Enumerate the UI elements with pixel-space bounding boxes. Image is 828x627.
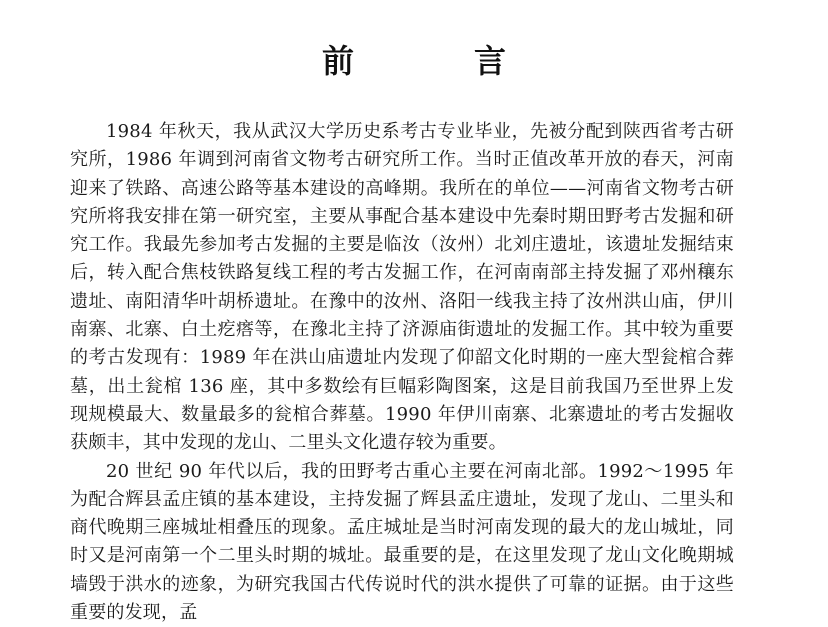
page-title: 前 言 [321,42,550,81]
body-text [70,118,734,627]
paragraph-1: 1984 年秋天，我从武汉大学历史系考古专业毕业，先被分配到陕西省考古研究所，1986 年调到河南省文物考古研究所工作。当时正值改革开放的春天，河南迎来了铁路、高速公路等基本建设的高峰期。我所在的单位——河南省文物考古研究所将我安排在第一研究室，主要从事配合基本建设中先秦时期田野考古发掘和研究工作。我最先参加考古发掘的主要是临汝（汝州）北刘庄遗址，该遗址发掘结束后，转入配合焦枝铁路复线工程的考古发掘工作，在河南南部主持发掘了邓州穰东遗址、南阳清华叶胡桥遗址。在豫中的汝州、洛阳一线我主持了汝州洪山庙，伊川南寨、北寨、白土疙瘩等，在豫北主持了济源庙街遗址的发掘工作。其中较为重要的考古发现有：1989 年在洪山庙遗址内发现了仰韶文化时期的一座大型瓮棺合葬墓，出土瓮棺 136 座，其中多数绘有巨幅彩陶图案，这是目前我国乃至世界上发现规模最大、数量最多的瓮棺合葬墓。1990 年伊川南寨、北寨遗址的考古发掘收获颇丰，其中发现的龙山、二里头文化遗存较为重要。 [70,121,734,454]
paragraph-2: 20 世纪 90 年代以后，我的田野考古重心主要在河南北部。1992～1995 年为配合辉县孟庄镇的基本建设，主持发掘了辉县孟庄遗址，发现了龙山、二里头和商代晚期三座城址相叠压的现象。孟庄城址是当时河南发现的最大的龙山城址，同时又是河南第一个二里头时期的城址。最重要的是，在这里发现了龙山文化晚期城墙毁于洪水的迹象，为研究我国古代传说时代的洪水提供了可靠的证据。由于这些重要的发现，孟 [70,460,734,624]
